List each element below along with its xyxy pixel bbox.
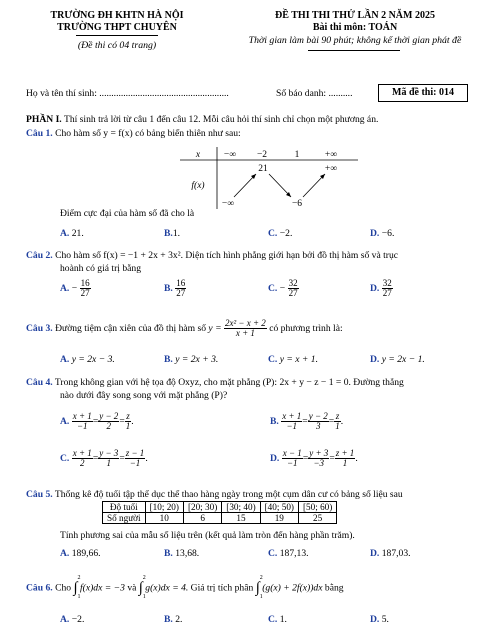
integral-sign-1: ∫ 2 1	[73, 575, 81, 600]
time-note: Thời gian làm bài 90 phút; không kể thời gian phát đề	[248, 35, 462, 46]
q2-option-b[interactable]: B. $\frac{16}{27}$	[164, 278, 186, 299]
q5-option-d[interactable]: D. 187,03.	[370, 548, 411, 559]
table-x-pos-inf: +∞	[324, 150, 338, 160]
q5-data-table	[102, 501, 337, 524]
table-x-label: x	[195, 150, 201, 160]
page-note: (Đề thi có 04 trang)	[77, 40, 157, 51]
q3-option-b[interactable]: B. y = 2x + 3.	[164, 354, 219, 365]
student-id-field: Số báo danh: ..........	[276, 88, 353, 99]
q1-option-c[interactable]: C. −2.	[268, 228, 293, 239]
q1-option-a[interactable]: A. 21.	[60, 228, 84, 239]
q6-stem: Câu 6. Cho ∫ 2 1 f(x)dx = −3 và ∫ 2 1 g(x)dx = 4. Giá trị tích phân ∫ 2 1 (g(x) + 2f(x))dx bằng	[26, 575, 344, 600]
q2-label: Câu 2.	[26, 250, 53, 261]
q1-label: Câu 1.	[26, 128, 53, 139]
q2-stem	[26, 250, 398, 261]
q5-prompt: Tính phương sai của mẫu số liệu trên (kết quả làm tròn đến hàng phần trăm).	[60, 530, 355, 541]
q2-text-line1: Cho hàm số f(x) = −1 + 2x + 3x². Diện tích hình phẳng giới hạn bởi đồ thị hàm số và trục	[55, 250, 399, 261]
table-x-neg-inf: −∞	[223, 150, 237, 160]
q1-stem	[26, 128, 241, 139]
student-name-field: Họ và tên thí sinh: ......................................................	[26, 88, 229, 99]
time-underline	[308, 50, 400, 51]
exam-subject: Bài thi môn: TOÁN	[312, 22, 398, 33]
q6-label: Câu 6.	[26, 582, 53, 594]
q5-option-c[interactable]: C. 187,13.	[268, 548, 309, 559]
q5-stem: Câu 5. Thống kê độ tuổi tập thể dục thể thao hàng ngày trong một cụm dân cư có bảng số liệu sau	[26, 489, 403, 500]
q3-option-a[interactable]: A. y = 2x − 3.	[60, 354, 115, 365]
q3-option-c[interactable]: C. y = x + 1.	[268, 354, 318, 365]
university-name: TRƯỜNG ĐH KHTN HÀ NỘI	[50, 10, 184, 21]
q6-option-c[interactable]: C. 1.	[268, 614, 287, 625]
exam-code-box: Mã đề thi: 014	[378, 84, 468, 102]
school-name: TRƯỜNG THPT CHUYÊN	[57, 22, 177, 33]
part1-instruction	[26, 114, 378, 125]
table-row: Độ tuổi [10; 20) [20; 30) [30; 40) [40; 50) [50; 60)	[103, 502, 337, 513]
q6-option-a[interactable]: A. −2.	[60, 614, 85, 625]
q6-option-d[interactable]: D. 5.	[370, 614, 389, 625]
q4-label: Câu 4.	[26, 377, 53, 388]
q4-option-c[interactable]: C. $\frac{x + 1}{2}$ = $\frac{y - 3}{1}$ = $\frac{z - 1}{-1}$ .	[60, 448, 148, 469]
table-fx-21: 21	[258, 164, 268, 174]
table-x-minus2: −2	[256, 150, 268, 160]
table-fx-minus6: −6	[291, 199, 303, 209]
q3-fraction: $\frac{\text{2x² − x + 2}}{x + 1}$	[224, 318, 266, 339]
q5-label: Câu 5.	[26, 489, 53, 500]
table-fx-neg-inf: −∞	[221, 199, 235, 209]
q3-label: Câu 3.	[26, 323, 53, 335]
part1-label: PHẦN I.	[26, 114, 62, 125]
table-x-1: 1	[294, 150, 300, 160]
q2-option-c[interactable]: C. − $\frac{32}{27}$	[268, 278, 298, 299]
q3-stem: Câu 3. Đường tiệm cận xiên của đồ thị hàm số y = $\frac{\text{2x² − x + 2}}{x + 1}$ có phương trình là:	[26, 318, 343, 339]
q4-text-line2: nào dưới đây song song với mặt phẳng (P)?	[60, 390, 228, 401]
table-fx-label: f(x)	[191, 181, 205, 191]
integral-sign-2: ∫ 2 1	[138, 575, 146, 600]
q4-option-b[interactable]: B. $\frac{x + 1}{-1}$ = $\frac{y - 2}{3}$ = $\frac{z}{1}$ .	[270, 411, 344, 432]
table-row: Số người 10 6 15 19 25	[103, 513, 337, 524]
school-underline	[76, 35, 158, 36]
q2-option-d[interactable]: D. $\frac{32}{27}$	[370, 278, 392, 299]
q4-stem: Câu 4. Trong không gian với hệ tọa độ Oxyz, cho mặt phẳng (P): 2x + y − z − 1 = 0. Đường thẳng	[26, 377, 404, 388]
q1-text: Cho hàm số y = f(x) có bảng biến thiên như sau:	[55, 128, 241, 139]
q1-option-d[interactable]: D. −6.	[370, 228, 395, 239]
q5-option-b[interactable]: B. 13,68.	[164, 548, 200, 559]
q2-text-line2: hoành có giá trị bằng	[60, 263, 141, 274]
variation-table	[180, 147, 358, 209]
table-fx-pos-inf: +∞	[324, 164, 338, 174]
q5-option-a[interactable]: A. 189,66.	[60, 548, 101, 559]
q4-option-d[interactable]: D. $\frac{x - 1}{-1}$ = $\frac{y + 3}{-3}$ = $\frac{z + 1}{1}$ .	[270, 448, 358, 469]
q4-option-a[interactable]: A. $\frac{x + 1}{-1}$ = $\frac{y - 2}{2}$ = $\frac{z}{1}$ .	[60, 411, 134, 432]
integral-sign-3: ∫ 2 1	[255, 575, 263, 600]
q1-prompt: Điểm cực đại của hàm số đã cho là	[60, 208, 195, 219]
exam-title: ĐỀ THI THI THỬ LẦN 2 NĂM 2025	[275, 10, 435, 21]
q1-option-b[interactable]: B.1.	[164, 228, 181, 239]
q3-option-d[interactable]: D. y = 2x − 1.	[370, 354, 425, 365]
q2-option-a[interactable]: A. − $\frac{16}{27}$	[60, 278, 90, 299]
part1-text: Thí sinh trả lời từ câu 1 đến câu 12. Mỗi câu hỏi thí sinh chỉ chọn một phương án.	[63, 114, 379, 125]
q6-option-b[interactable]: B. 2.	[164, 614, 183, 625]
